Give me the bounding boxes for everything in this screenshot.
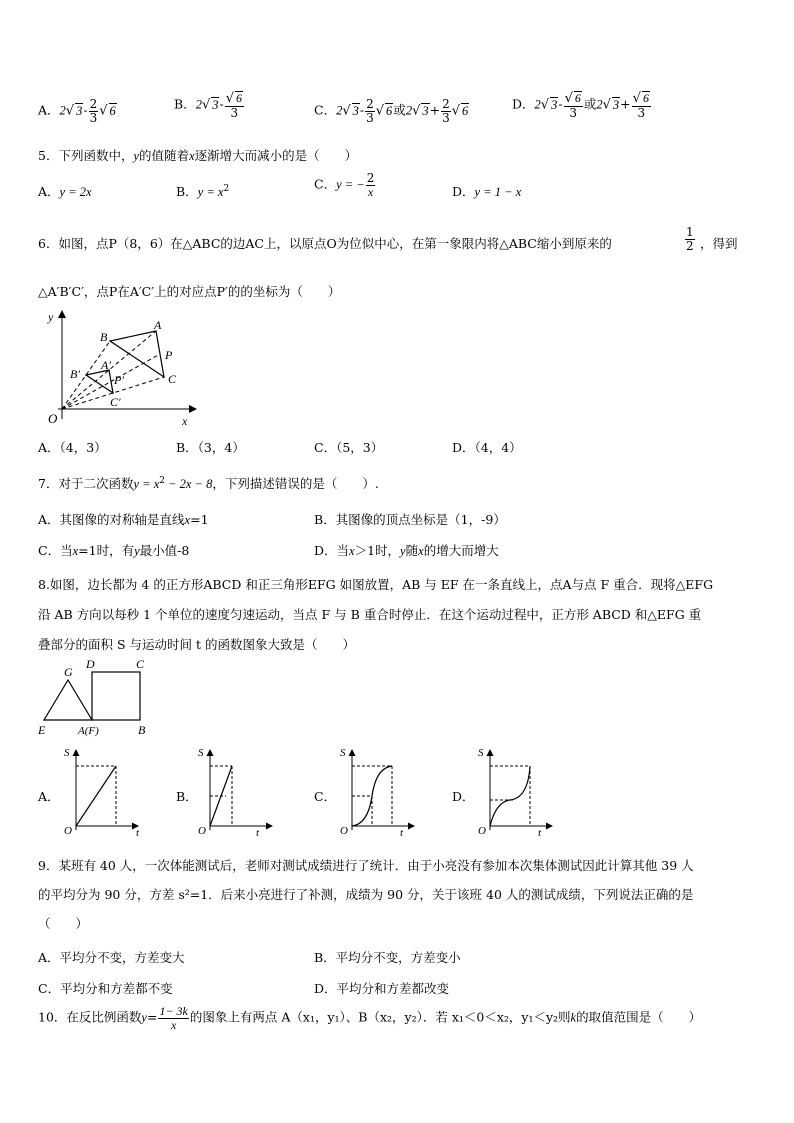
svg-text:S: S [198, 747, 204, 759]
q4-option-b[interactable]: B．2√ 3- $\frac{√ 6}{3}$ [174, 91, 243, 120]
graph-d [476, 744, 562, 836]
label-a: A [154, 318, 162, 332]
q9-option-a[interactable]: A．平均分不变，方差变大 [38, 950, 185, 965]
q8-option-c[interactable]: C． S O t [314, 744, 414, 834]
label-d: D [86, 657, 95, 671]
svg-text:t: t [400, 827, 404, 836]
svg-text:O: O [478, 825, 486, 836]
q8-stem-line3: 叠部分的面积 S 与运动时间 t 的函数图象大致是（ ） [38, 637, 355, 652]
q7-option-c[interactable]: C．当x=1时，有y最小值-8 [38, 543, 190, 558]
q6-option-c[interactable]: C．（5，3） [314, 440, 384, 455]
q4-option-d[interactable]: D．2√ 3- $\frac{√ 6}{3}$ 或2√ 3+ $\frac{√ 6}{3}$ [512, 91, 649, 120]
label-a1: A′ [101, 358, 111, 372]
svg-text:S: S [478, 747, 484, 759]
label-b1: B′ [70, 367, 80, 381]
svg-text:t: t [256, 827, 260, 836]
label-g: G [64, 665, 73, 679]
label-b: B [138, 723, 146, 737]
fraction: $\frac{2}{3}$ [89, 97, 98, 125]
q6-stem-line1: 6．如图，点P（8，6）在△ABC的边AC上，以原点O为位似中心，在第一象限内将△ABC缩小到原来的 [38, 236, 612, 251]
graph-b [196, 744, 282, 836]
label-b: B [100, 330, 108, 344]
label-x: x [182, 414, 188, 428]
label-c: C [136, 657, 145, 671]
q4-option-a[interactable]: A．2√ 3- $\frac{2}{3}$ √ 6 [38, 97, 116, 125]
q6-stem-line2: △A′B′C′，点P在A′C′上的对应点P′的的坐标为（ ） [38, 284, 341, 299]
label-p: P [165, 348, 173, 362]
svg-text:S: S [64, 747, 70, 759]
q9-stem-line1: 9．某班有 40 人，一次体能测试后，老师对测试成绩进行了统计．由于小亮没有参加本次集体测试因此计算其他 39 人 [38, 858, 694, 873]
fraction: $\frac{√ 6}{3}$ [225, 91, 243, 120]
label-c1: C′ [110, 395, 121, 409]
label-y: y [48, 310, 54, 324]
fraction: $\frac{2}{x}$ [366, 171, 375, 199]
fraction: $\frac{√ 6}{3}$ [564, 91, 581, 120]
square-abcd [92, 672, 140, 720]
q6-option-d[interactable]: D．（4，4） [452, 440, 522, 455]
q6-option-a[interactable]: A．（4，3） [38, 440, 107, 455]
svg-text:O: O [340, 825, 348, 836]
q8-figure [36, 656, 166, 738]
graph-a [62, 744, 148, 836]
svg-text:t: t [538, 827, 542, 836]
q7-option-a[interactable]: A．其图像的对称轴是直线x=1 [38, 512, 209, 527]
q7-option-d[interactable]: D．当x＞1时，y随x的增大而增大 [314, 543, 499, 558]
q5-option-b[interactable]: B．$y = x^2$ [176, 183, 230, 199]
fraction: $\frac{1- 3k}{x}$ [159, 1004, 188, 1032]
label-p1: P′ [114, 373, 124, 387]
q10-stem: 10．在反比例函数y= $\frac{1- 3k}{x}$ 的图象上有两点 A（x₁，y₁）、B（x₂，y₂）．若 x₁＜0＜x₂，y₁＜y₂则k的取值范围是（ ） [38, 1004, 702, 1032]
q4-options-row [38, 88, 758, 128]
q7-option-b[interactable]: B．其图像的顶点坐标是（1，-9） [314, 512, 506, 527]
q4-option-c[interactable]: C．2√ 3- $\frac{2}{3}$ √ 6或2√ 3+ $\frac{2}{3}$ √ 6 [314, 97, 469, 125]
q6-stem-line1-end: ，得到 [700, 236, 738, 251]
label-c: C [168, 372, 177, 386]
fraction: $\frac{2}{3}$ [366, 97, 374, 125]
q5-option-d[interactable]: D．y = 1 − x [452, 184, 522, 199]
q9-stem-line2: 的平均分为 90 分，方差 s²=1．后来小亮进行了补测，成绩为 90 分，关于该班 40 人的测试成绩，下列说法正确的是 [38, 887, 694, 902]
triangle-a1b1c1 [86, 370, 113, 393]
triangle-efg [44, 680, 92, 720]
q9-option-c[interactable]: C．平均分和方差都不变 [38, 981, 173, 996]
graph-c [338, 744, 424, 836]
label-e: E [38, 723, 46, 737]
q6-half-fraction: $\frac{1}{2}$ [686, 225, 694, 253]
fraction: $\frac{2}{3}$ [442, 97, 450, 125]
q9-option-b[interactable]: B．平均分不变，方差变小 [314, 950, 461, 965]
q5-option-a[interactable]: A．y = 2x [38, 184, 92, 199]
q9-option-d[interactable]: D．平均分和方差都改变 [314, 981, 450, 996]
q8-option-a[interactable]: A． S O t [38, 744, 138, 834]
svg-text:O: O [198, 825, 206, 836]
q5-stem: 5．下列函数中，y的值随着x逐渐增大而减小的是（ ） [38, 148, 358, 163]
triangle-abc [110, 331, 164, 377]
svg-text:t: t [136, 827, 140, 836]
q5-option-c[interactable]: C．y = − $\frac{2}{x}$ [314, 171, 375, 199]
q8-stem-line2: 沿 AB 方向以每秒 1 个单位的速度匀速运动，当点 F 与 B 重合时停止．在这个运动过程中，正方形 ABCD 和△EFG 重 [38, 607, 702, 622]
label-o: O [48, 411, 58, 426]
q8-stem-line1: 8.如图，边长都为 4 的正方形ABCD 和正三角形EFG 如图放置，AB 与 EF 在一条直线上，点A与点 F 重合．现将△EFG [38, 577, 714, 592]
q6-figure [38, 305, 208, 430]
label-af: A(F) [78, 725, 99, 737]
q8-option-b[interactable]: B． S O t [176, 744, 276, 834]
q8-option-d[interactable]: D． S O t [452, 744, 552, 834]
q9-stem-line3: （ ） [38, 916, 89, 931]
svg-text:O: O [64, 825, 72, 836]
q7-stem: 7．对于二次函数$y = x^2 - 2x - 8$，下列描述错误的是（ ）. [38, 475, 379, 491]
fraction: $\frac{√ 6}{3}$ [632, 91, 649, 120]
q6-option-b[interactable]: B．（3，4） [176, 440, 245, 455]
svg-text:S: S [340, 747, 346, 759]
